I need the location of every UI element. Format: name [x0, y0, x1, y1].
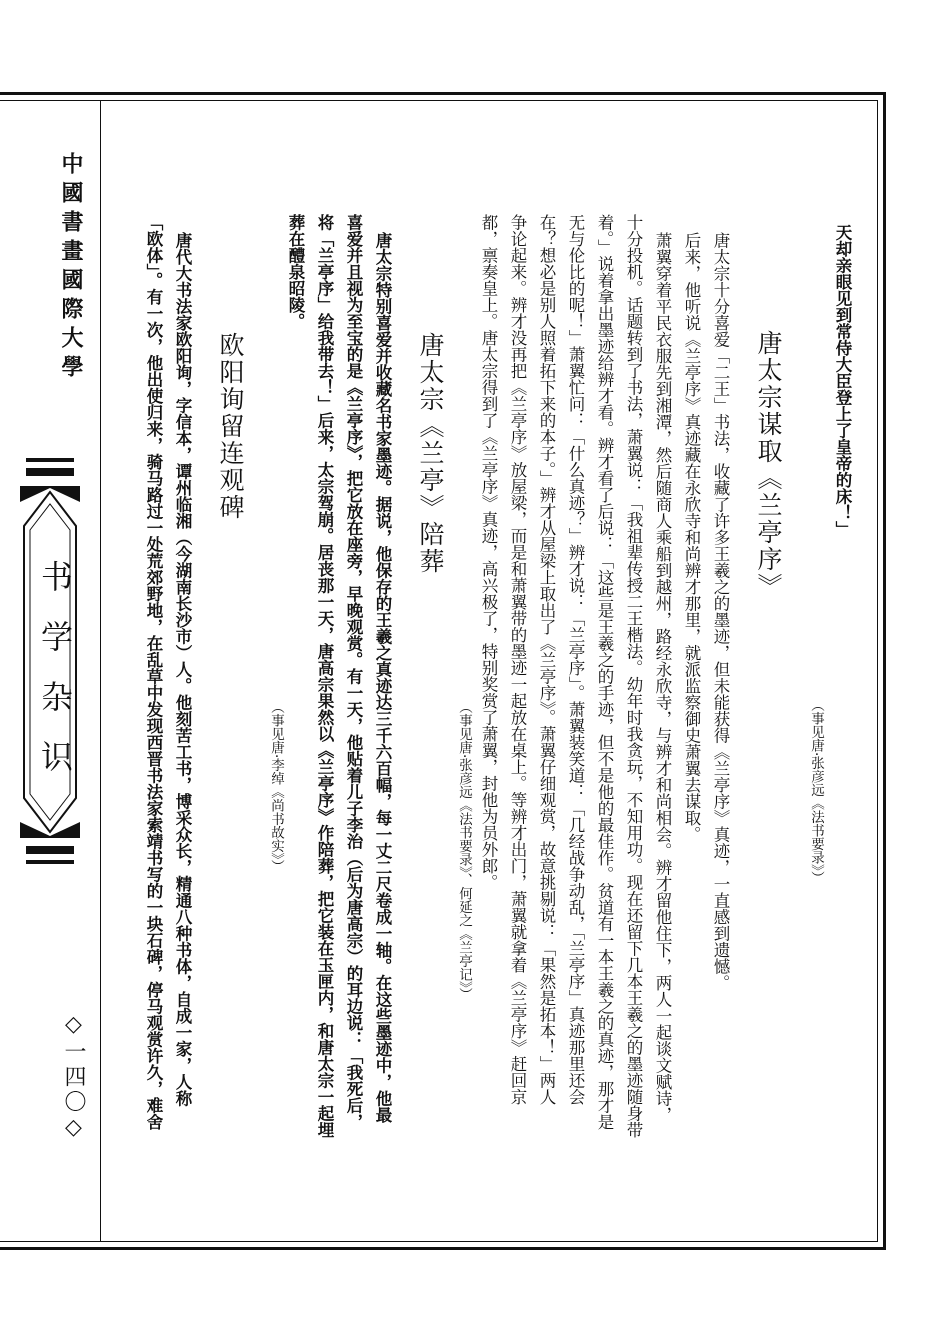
- ornament-band-top-thick: [26, 468, 74, 476]
- sidebar-divider: [100, 100, 101, 1242]
- story2-line: 都，禀奏皇上。唐太宗得到了《兰亭序》真迹，高兴极了，特别奖赏了萧翼，封他为员外郎。: [479, 214, 498, 891]
- page-number: ◇一四〇◇: [61, 1012, 86, 1143]
- story4-line: 唐代大书法家欧阳询，字信本，谭州临湘（今湖南长沙市）人。他刻苦工书，博采众长，精通八种书体，自成一家，人称: [173, 232, 192, 1107]
- story4-line: 「欧体」。有一次，他出使归来，骑马路过一处荒郊野地，在乱草中发现西晋书法家索靖书写的一块石碑，停马观赏许久，难舍: [144, 214, 163, 1130]
- school-name: 中國書畫國際大學: [58, 152, 84, 384]
- story2-line: 十分投机。话题转到了书法，萧翼说：「我祖辈传授二王楷法。幼年时我贪玩，不知用功。现在还留下几本王羲之的墨迹随身带: [624, 214, 643, 1138]
- story2-source: （事见唐·张彦远《法书要录》、何延之《兰亭记》）: [456, 700, 472, 1002]
- story3-line: 喜爱并且视为至宝的是《兰亭序》，把它放在座旁，早晚观赏。有一天，他贴着儿子李治（后为唐高宗）的耳边说：「我死后，: [344, 214, 363, 1130]
- story4-title: 欧阳询留连观碑: [216, 332, 245, 521]
- story2-title: 唐太宗谋取《兰亭序》: [754, 330, 783, 600]
- story2-line: 无与伦比的呢！」萧翼忙问：「什么真迹？」辨才说：「兰亭序」。萧翼装笑道：「几经战争动乱，「兰亭序」真迹那里还会: [566, 214, 585, 1105]
- ornament-band-bottom: [26, 860, 74, 864]
- story2-line: 着。」说着拿出墨迹给辨才看。辨才看了后说：「这些是王羲之的手迹，但不是他的最佳作。贫道有一本王羲之的真迹，那才是: [595, 214, 614, 1130]
- page-inner-border: [0, 100, 878, 1242]
- story1-source: （事见唐·张彦远《法书要录》）: [808, 698, 824, 885]
- story3-line: 唐太宗特别喜爱并收藏名书家墨迹。据说，他保存的王羲之真迹达三千六百幅，每一丈二尺卷成一轴。在这些墨迹中，他最: [373, 232, 392, 1123]
- story3-title: 唐太宗《兰亭》陪葬: [416, 332, 445, 575]
- story2-line: 在？想必是别人照着拓下来的本子。」辨才从屋梁上取出了《兰亭序》。萧翼仔细观赏，故意挑剔说：「果然是拓本！」两人: [537, 214, 556, 1105]
- ornament-band-top: [26, 458, 74, 462]
- story2-line: 唐太宗十分喜爱「二王」书法，收藏了许多王羲之的墨迹，但未能获得《兰亭序》真迹，一直感到遗憾。: [711, 232, 730, 991]
- story3-source: （事见唐·李绰《尚书故实》）: [268, 700, 284, 874]
- section-title: 书学杂识: [36, 560, 74, 800]
- story3-line: 葬在醴泉昭陵。: [286, 214, 305, 330]
- story1-last-line: 天却亲眼见到常侍大臣登上了皇帝的床！」: [833, 224, 852, 538]
- story2-line: 萧翼穿着平民衣服先到湘潭，然后随商人乘船到越州，路经永欣寺，与辨才和尚相会。辨才留他住下，两人一起谈文赋诗，: [653, 232, 672, 1123]
- story2-line: 争论起来。辨才没再把《兰亭序》放屋梁，而是和萧翼带的墨迹一起放在桌上。等辨才出门，萧翼就拿着《兰亭序》赶回京: [508, 214, 527, 1105]
- story2-line: 后来，他听说《兰亭序》真迹藏在永欣寺和尚辨才那里，就派监察御史萧翼去谋取。: [682, 232, 701, 843]
- story3-line: 将「兰亭序」给我带去！」后来，太宗驾崩。居丧那一天，唐高宗果然以《兰亭序》作陪葬，把它装在玉匣内，和唐太宗一起埋: [315, 214, 334, 1138]
- ornament-band-bottom-thick: [26, 846, 74, 854]
